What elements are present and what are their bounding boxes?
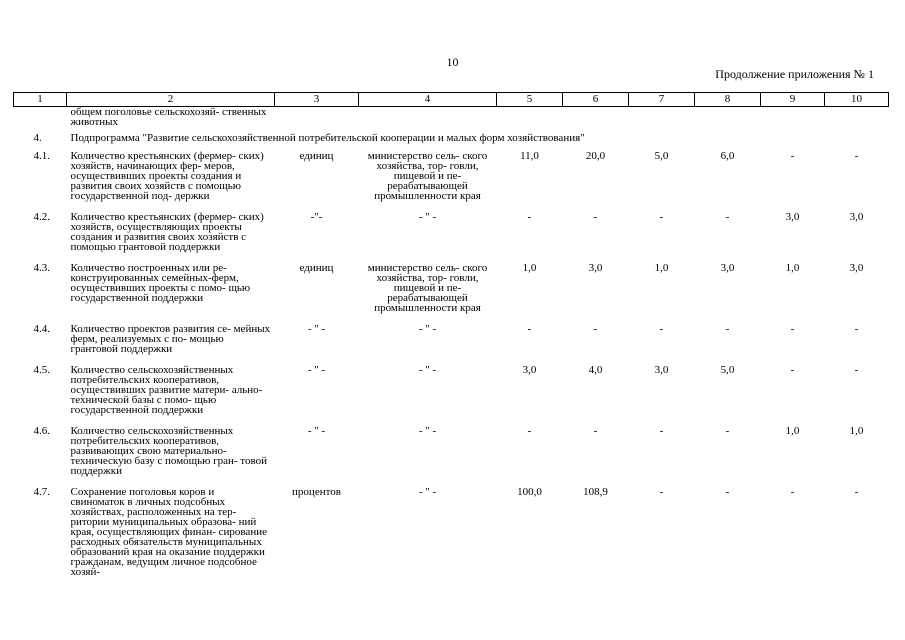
value-cell: 3,0 bbox=[849, 262, 864, 274]
value-cell: 5,0 bbox=[720, 364, 735, 376]
value-cell: 3,0 bbox=[785, 211, 800, 223]
value-cell: 108,9 bbox=[583, 486, 608, 498]
value-cell: - bbox=[659, 211, 664, 223]
row-number: 4.2. bbox=[33, 211, 50, 223]
value-cell: 3,0 bbox=[654, 364, 669, 376]
value-cell: - bbox=[659, 425, 664, 437]
value-cell: - bbox=[527, 425, 532, 437]
executor-cell: - " - bbox=[418, 211, 437, 223]
row-number: 4.4. bbox=[33, 323, 50, 335]
indicator-name: Количество крестьянских (фермер- ских) хозяйств, начинающих фер- меров, осуществивших проекты создания и развития своих хозяйств с помощью государственной под- держки bbox=[70, 150, 264, 202]
indicator-name: Количество сельскохозяйственных потребительских кооперативов, осуществивших развитие матери- ально-технической базы с помо- щью государственной поддержки bbox=[70, 364, 263, 416]
value-cell: - bbox=[527, 323, 532, 335]
value-cell: 3,0 bbox=[588, 262, 603, 274]
value-cell: - bbox=[854, 364, 859, 376]
value-cell: - bbox=[854, 486, 859, 498]
value-cell: 1,0 bbox=[654, 262, 669, 274]
value-cell: - bbox=[854, 323, 859, 335]
value-cell: 1,0 bbox=[785, 262, 800, 274]
indicators-table bbox=[13, 92, 889, 586]
value-cell: - bbox=[854, 150, 859, 162]
table-row bbox=[14, 261, 889, 322]
continuation-label: Продолжение приложения № 1 bbox=[715, 67, 874, 81]
header-cell: 8 bbox=[695, 93, 761, 107]
value-cell: 11,0 bbox=[520, 150, 539, 162]
table-row bbox=[14, 363, 889, 424]
row-number: 4.7. bbox=[33, 486, 50, 498]
value-cell: 20,0 bbox=[585, 150, 606, 162]
value-cell: 1,0 bbox=[849, 425, 864, 437]
value-cell: 6,0 bbox=[720, 150, 735, 162]
unit-cell: процентов bbox=[292, 486, 341, 498]
indicator-name: Количество сельскохозяйственных потребительских кооперативов, развивающих свою материально- техническую базу с помощью гран- товой поддержки bbox=[70, 425, 267, 477]
value-cell: 1,0 bbox=[522, 262, 537, 274]
unit-cell: - " - bbox=[307, 364, 326, 376]
value-cell: 3,0 bbox=[849, 211, 864, 223]
executor-cell: - " - bbox=[418, 486, 437, 498]
indicator-name: Количество крестьянских (фермер- ских) хозяйств, осуществляющих проекты создания и развития своих хозяйств с помощью грантовой поддержки bbox=[70, 211, 264, 253]
value-cell: 1,0 bbox=[785, 425, 800, 437]
value-cell: 4,0 bbox=[588, 364, 603, 376]
value-cell: - bbox=[593, 323, 598, 335]
executor-cell: - " - bbox=[418, 323, 437, 335]
value-cell: 5,0 bbox=[654, 150, 669, 162]
table-row bbox=[14, 210, 889, 261]
unit-cell: -"- bbox=[310, 211, 323, 223]
unit-cell: - " - bbox=[307, 425, 326, 437]
value-cell: - bbox=[659, 486, 664, 498]
executor-cell: министерство сель- ского хозяйства, тор- говли, пищевой и пе- рерабатывающей промышленности края bbox=[367, 262, 488, 314]
value-cell: - bbox=[725, 211, 730, 223]
value-cell: - bbox=[593, 425, 598, 437]
value-cell: - bbox=[593, 211, 598, 223]
table-row bbox=[14, 322, 889, 363]
header-cell: 5 bbox=[497, 93, 563, 107]
carryover-row bbox=[14, 107, 889, 134]
value-cell: - bbox=[790, 486, 795, 498]
subprogram-number: 4. bbox=[33, 132, 42, 144]
column-number-header bbox=[14, 93, 889, 107]
indicator-name: Количество построенных или ре- конструированных семейных-ферм, осуществивших проекты с помо- щью государственной поддержки bbox=[70, 262, 251, 304]
header-cell: 3 bbox=[275, 93, 359, 107]
value-cell: 3,0 bbox=[720, 262, 735, 274]
header-cell: 6 bbox=[563, 93, 629, 107]
subprogram-title: Подпрограмма "Развитие сельскохозяйственной потребительской кооперации и малых форм хозяйствования" bbox=[70, 132, 585, 144]
value-cell: 100,0 bbox=[517, 486, 542, 498]
unit-cell: - " - bbox=[307, 323, 326, 335]
indicator-name: Количество проектов развития се- мейных ферм, реализуемых с по- мощью грантовой поддержки bbox=[70, 323, 271, 355]
executor-cell: - " - bbox=[418, 364, 437, 376]
executor-cell: министерство сель- ского хозяйства, тор- говли, пищевой и пе- рерабатывающей промышленности края bbox=[367, 150, 488, 202]
header-cell: 10 bbox=[825, 93, 889, 107]
subprogram-row bbox=[14, 133, 889, 149]
carryover-text: общем поголовье сельскохозяй- ственных животных bbox=[70, 106, 267, 128]
page-number: 10 bbox=[446, 55, 459, 69]
table-row bbox=[14, 149, 889, 210]
row-number: 4.1. bbox=[33, 150, 50, 162]
indicator-name: Сохранение поголовья коров и свиноматок в личных подсобных хозяйствах, расположенных на тер- ритории муниципальных образова- ний края, осуществляющих финан- сирование расходных обязательств муниципальных образований края на оказание поддержки гражданам, ведущим личное подсобное хозяй- bbox=[70, 486, 267, 578]
value-cell: - bbox=[725, 425, 730, 437]
value-cell: - bbox=[659, 323, 664, 335]
header-cell: 7 bbox=[629, 93, 695, 107]
row-number: 4.6. bbox=[33, 425, 50, 437]
header-cell: 2 bbox=[67, 93, 275, 107]
value-cell: - bbox=[790, 150, 795, 162]
unit-cell: единиц bbox=[299, 262, 334, 274]
header-cell: 4 bbox=[359, 93, 497, 107]
header-cell: 9 bbox=[761, 93, 825, 107]
row-number: 4.3. bbox=[33, 262, 50, 274]
executor-cell: - " - bbox=[418, 425, 437, 437]
value-cell: 3,0 bbox=[522, 364, 537, 376]
header-cell: 1 bbox=[14, 93, 67, 107]
value-cell: - bbox=[790, 323, 795, 335]
value-cell: - bbox=[725, 323, 730, 335]
value-cell: - bbox=[527, 211, 532, 223]
unit-cell: единиц bbox=[299, 150, 334, 162]
table-row bbox=[14, 485, 889, 586]
row-number: 4.5. bbox=[33, 364, 50, 376]
value-cell: - bbox=[725, 486, 730, 498]
table-row bbox=[14, 424, 889, 485]
value-cell: - bbox=[790, 364, 795, 376]
